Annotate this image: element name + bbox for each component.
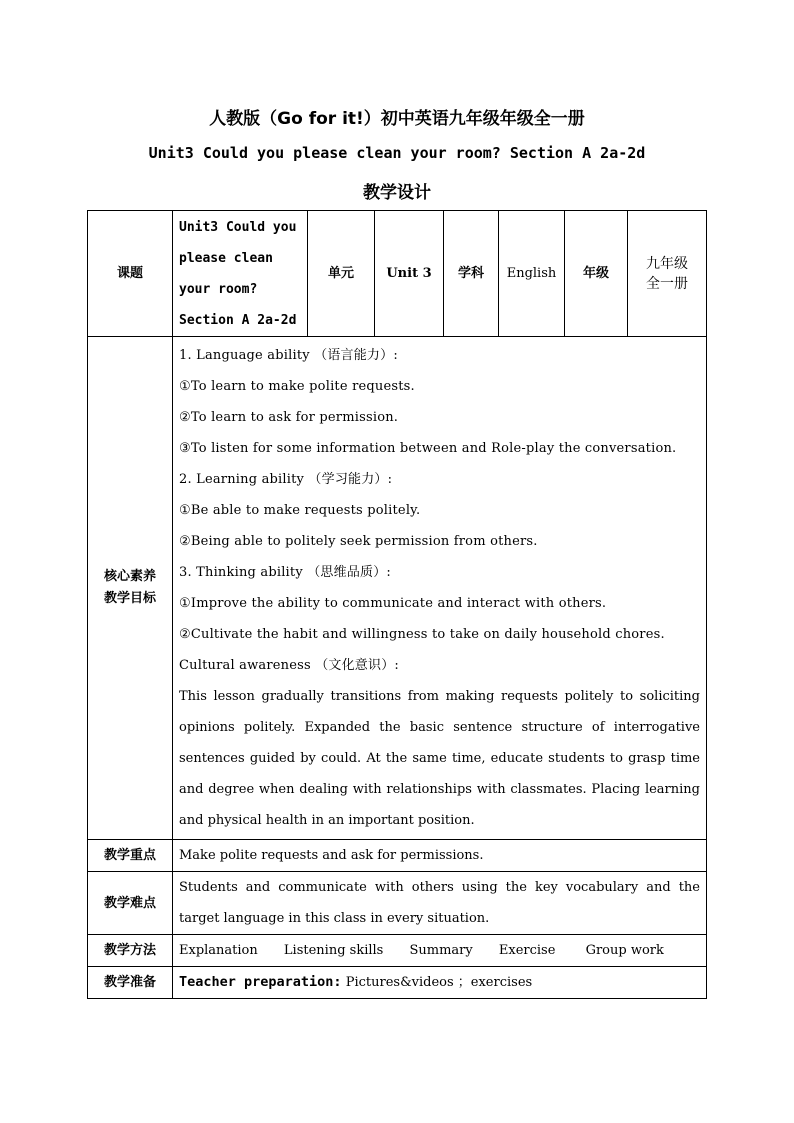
- unit-label: 单元: [308, 211, 375, 337]
- table-row-goals: [88, 337, 707, 840]
- cultural-paragraph: This lesson gradually transitions from making requests politely to soliciting opinions politely. Expanded the basic sentence structure of interrogative sentences guided by could. At the same time, educate students to grasp time and degree when dealing with relationships with classmates. Placing learning and physical health in an important position.: [179, 689, 700, 828]
- table-row-topic: [88, 211, 707, 337]
- table-row-difficulties: [88, 872, 707, 935]
- goals-content: [173, 337, 707, 840]
- unit-title: Unit3 Could you please clean your room? Section A 2a-2d: [148, 144, 646, 162]
- goal-line: 1. Language ability （语言能力）:: [179, 348, 398, 363]
- table-row-key-points: [88, 840, 707, 872]
- goal-line: ②Being able to politely seek permission from others.: [179, 534, 538, 549]
- goal-line: ①To learn to make polite requests.: [179, 379, 415, 394]
- table-row-methods: [88, 935, 707, 967]
- method-item: Summary: [409, 943, 473, 958]
- goal-line: ②Cultivate the habit and willingness to take on daily household chores.: [179, 627, 665, 642]
- preparation-text: Pictures&videos ；exercises: [345, 975, 533, 990]
- preparation-content: [173, 967, 707, 999]
- design-title: 教学设计: [363, 183, 431, 203]
- unit-value: Unit 3: [375, 211, 444, 337]
- difficulties-text: Students and communicate with others using the key vocabulary and the target language in this class in every situation.: [173, 872, 707, 935]
- topic-value: Unit3 Could you please clean your room? Section A 2a-2d: [173, 211, 308, 337]
- topic-label: 课题: [88, 211, 173, 337]
- goal-line: Cultural awareness （文化意识）:: [179, 658, 399, 673]
- goal-line: 2. Learning ability （学习能力）:: [179, 472, 393, 487]
- document-title: 人教版（Go for it!）初中英语九年级年级全一册: [209, 109, 585, 129]
- goal-line: ①Be able to make requests politely.: [179, 503, 421, 518]
- preparation-prefix: Teacher preparation:: [179, 974, 342, 990]
- goal-line: ③To listen for some information between and Role-play the conversation.: [179, 441, 677, 456]
- method-item: Exercise: [498, 943, 556, 958]
- key-points-text: Make polite requests and ask for permissions.: [173, 840, 707, 872]
- goals-label: 核心素养 教学目标: [88, 337, 173, 840]
- difficulties-label: 教学难点: [88, 872, 173, 935]
- key-points-label: 教学重点: [88, 840, 173, 872]
- goal-line: 3. Thinking ability （思维品质）:: [179, 565, 391, 580]
- goal-line: ①Improve the ability to communicate and interact with others.: [179, 596, 607, 611]
- grade-label: 年级: [565, 211, 628, 337]
- subject-label: 学科: [444, 211, 499, 337]
- method-item: Listening skills: [283, 943, 384, 958]
- preparation-label: 教学准备: [88, 967, 173, 999]
- lesson-plan-table: [87, 210, 707, 999]
- goal-line: ②To learn to ask for permission.: [179, 410, 399, 425]
- method-item: Group work: [585, 943, 664, 958]
- table-row-preparation: [88, 967, 707, 999]
- subject-value: English: [499, 211, 565, 337]
- methods-label: 教学方法: [88, 935, 173, 967]
- methods-list: [173, 935, 707, 967]
- grade-value: 九年级 全一册: [628, 211, 707, 337]
- method-item: Explanation: [179, 943, 258, 958]
